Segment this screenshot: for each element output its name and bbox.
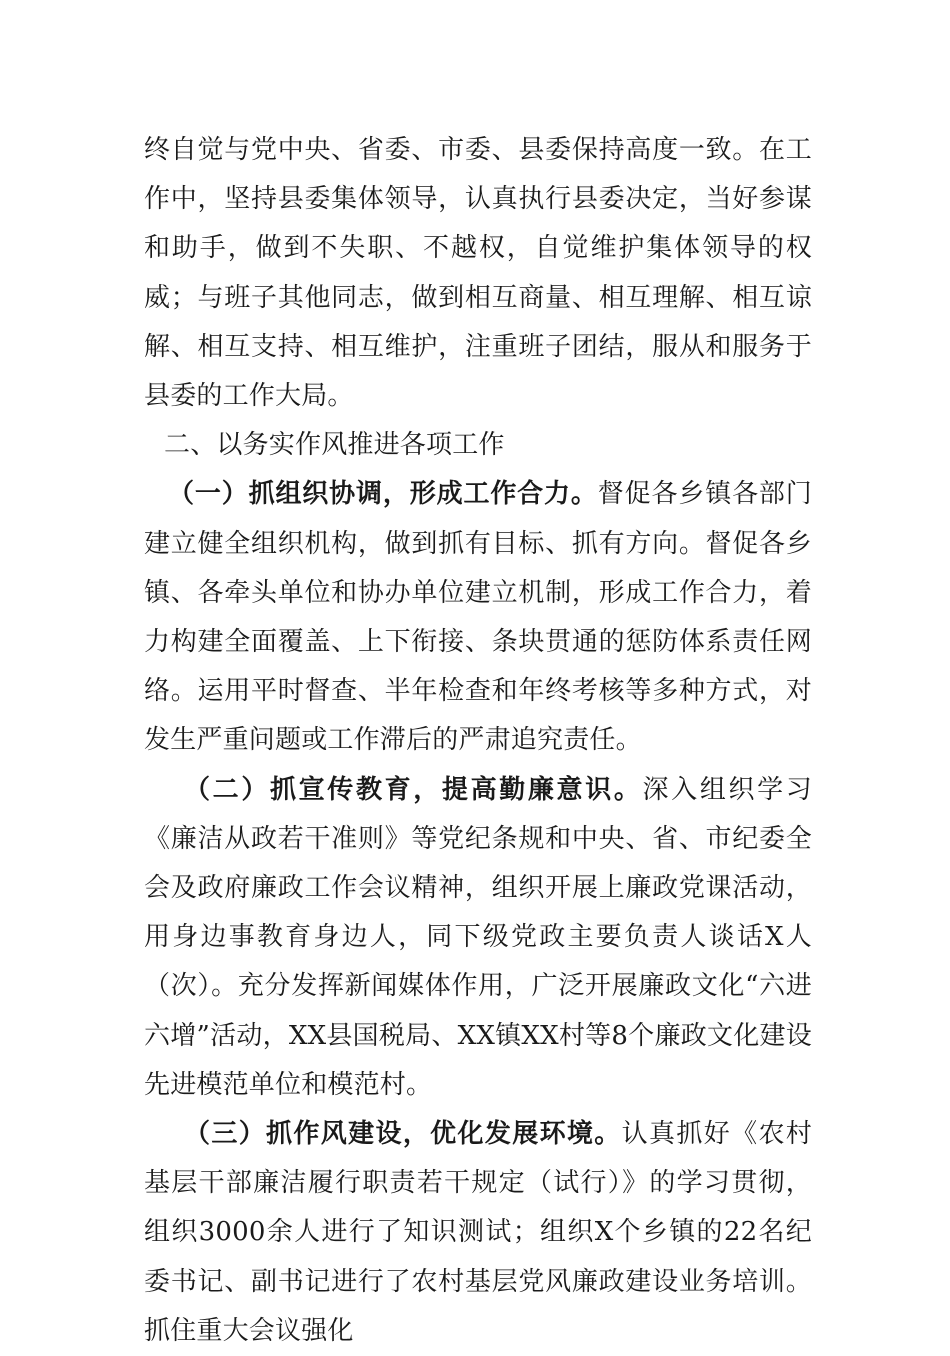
continuation-paragraph: 终自觉与党中央、省委、市委、县委保持高度一致。在工作中，坚持县委集体领导，认真执行县委决定，当好参谋和助手，做到不失职、不越权，自觉维护集体领导的权威；与班子其他同志，做到相互商量、相互理解、相互谅解、相互支持、相互维护，注重班子团结，服从和服务于县委的工作大局。 — [144, 135, 812, 412]
document-body — [144, 126, 812, 1356]
item-lead-2: （二）抓宣传教育，提高勤廉意识。 — [184, 774, 643, 805]
item-body-2: 深入组织学习《廉洁从政若干准则》等党纪条规和中央、省、市纪委全会及政府廉政工作会议精神，组织开展上廉政党课活动，用身边事教育身边人，同下级党政主要负责人谈话X人（次）。充分发挥新闻媒体作用，广泛开展廉政文化“六进六增”活动，XX县国税局、XX镇XX村等8个廉政文化建设先进模范单位和模范村。 — [144, 774, 813, 1100]
item-paragraph-2 — [144, 766, 812, 1110]
section-heading: 二、以务实作风推进各项工作 — [164, 430, 505, 461]
item-body-3: 认真抓好《农村基层干部廉洁履行职责若干规定（试行）》的学习贯彻，组织3000余人进行了知识测试；组织X个乡镇的22名纪委书记、副书记进行了农村基层党风廉政建设业务培训。抓住重大会议强化 — [144, 1119, 812, 1346]
item-lead-3: （三）抓作风建设，优化发展环境。 — [184, 1119, 622, 1150]
item-body-1: 督促各乡镇各部门建立健全组织机构，做到抓有目标、抓有方向。督促各乡镇、各牵头单位和协办单位建立机制，形成工作合力，着力构建全面覆盖、上下衔接、条块贯通的惩防体系责任网络。运用平时督查、半年检查和年终考核等多种方式，对发生严重问题或工作滞后的严肃追究责任。 — [144, 479, 812, 756]
item-lead-1: （一）抓组织协调，形成工作合力。 — [168, 479, 598, 510]
item-paragraph-3 — [144, 1110, 812, 1356]
item-paragraph-1 — [144, 470, 812, 765]
